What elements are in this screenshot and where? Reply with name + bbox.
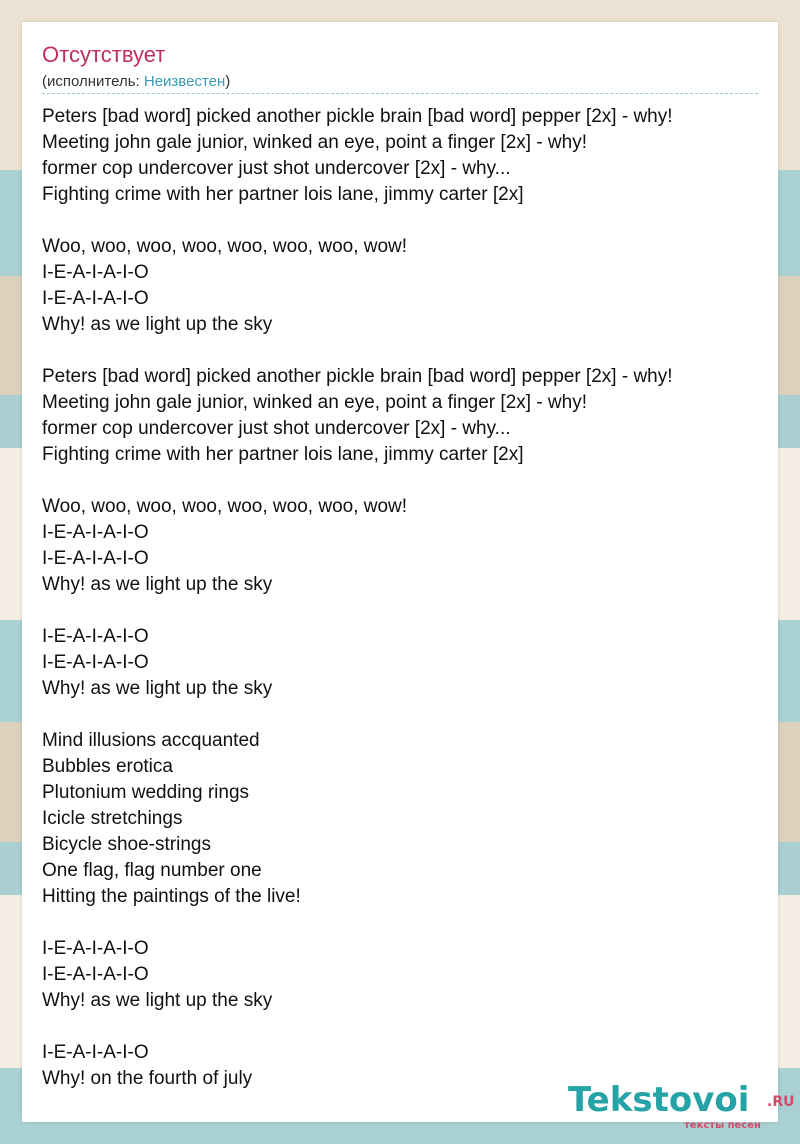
lyric-line: Woo, woo, woo, woo, woo, woo, woo, wow! — [42, 496, 408, 517]
lyric-line: I-E-A-I-A-I-O — [42, 262, 149, 283]
stanza-break — [42, 468, 758, 494]
lyric-line: Meeting john gale junior, winked an eye, point a finger [2x] - why! — [42, 132, 587, 153]
logo-domain: .RU — [767, 1094, 795, 1110]
logo-tagline: тексты песен — [684, 1120, 761, 1131]
lyric-line: Fighting crime with her partner lois lane, jimmy carter [2x] — [42, 444, 524, 465]
lyric-line: Peters [bad word] picked another pickle brain [bad word] pepper [2x] - why! — [42, 366, 673, 387]
lyrics-card — [22, 22, 795, 1131]
stanza-break — [42, 1014, 758, 1040]
lyric-line: Plutonium wedding rings — [42, 782, 250, 803]
lyric-line: Woo, woo, woo, woo, woo, woo, woo, wow! — [42, 236, 408, 257]
lyric-line: Why! as we light up the sky — [42, 574, 273, 595]
lyric-line: Bicycle shoe-strings — [42, 834, 211, 855]
lyric-line: I-E-A-I-A-I-O — [42, 938, 149, 959]
lyric-line: Peters [bad word] picked another pickle brain [bad word] pepper [2x] - why! — [42, 106, 673, 127]
lyric-line: Why! on the fourth of july — [42, 1068, 253, 1089]
stanza-break — [42, 598, 758, 624]
lyric-line: I-E-A-I-A-I-O — [42, 964, 149, 985]
lyric-line: I-E-A-I-A-I-O — [42, 522, 149, 543]
site-logo[interactable] — [568, 1080, 795, 1140]
lyric-line: I-E-A-I-A-I-O — [42, 652, 149, 673]
lyric-line: I-E-A-I-A-I-O — [42, 548, 149, 569]
artist-prefix: (исполнитель: — [42, 73, 144, 90]
lyric-line: Fighting crime with her partner lois lane, jimmy carter [2x] — [42, 184, 524, 205]
lyric-line: One flag, flag number one — [42, 860, 262, 881]
artist-line — [42, 73, 230, 90]
lyrics-text — [42, 104, 758, 1092]
lyric-line: former cop undercover just shot undercover [2x] - why... — [42, 158, 511, 179]
lyric-line: Why! as we light up the sky — [42, 990, 273, 1011]
stanza-break — [42, 338, 758, 364]
lyric-line: I-E-A-I-A-I-O — [42, 626, 149, 647]
lyric-line: Hitting the paintings of the live! — [42, 886, 301, 907]
lyric-line: I-E-A-I-A-I-O — [42, 288, 149, 309]
artist-suffix: ) — [225, 73, 231, 90]
lyric-line: Why! as we light up the sky — [42, 678, 273, 699]
lyric-line: Mind illusions accquanted — [42, 730, 260, 751]
stanza-break — [42, 702, 758, 728]
stanza-break — [42, 910, 758, 936]
lyric-line: former cop undercover just shot undercover [2x] - why... — [42, 418, 511, 439]
stanza-break — [42, 208, 758, 234]
logo-wordmark: Tekstovoi — [568, 1080, 750, 1120]
lyric-line: Meeting john gale junior, winked an eye, point a finger [2x] - why! — [42, 392, 587, 413]
lyric-line: Icicle stretchings — [42, 808, 183, 829]
artist-link[interactable]: Неизвестен — [143, 73, 226, 90]
lyric-line: Why! as we light up the sky — [42, 314, 273, 335]
lyric-line: I-E-A-I-A-I-O — [42, 1042, 149, 1063]
lyric-line: Bubbles erotica — [42, 756, 173, 777]
header-divider — [42, 93, 758, 94]
song-title: Отсутствует — [42, 42, 166, 67]
